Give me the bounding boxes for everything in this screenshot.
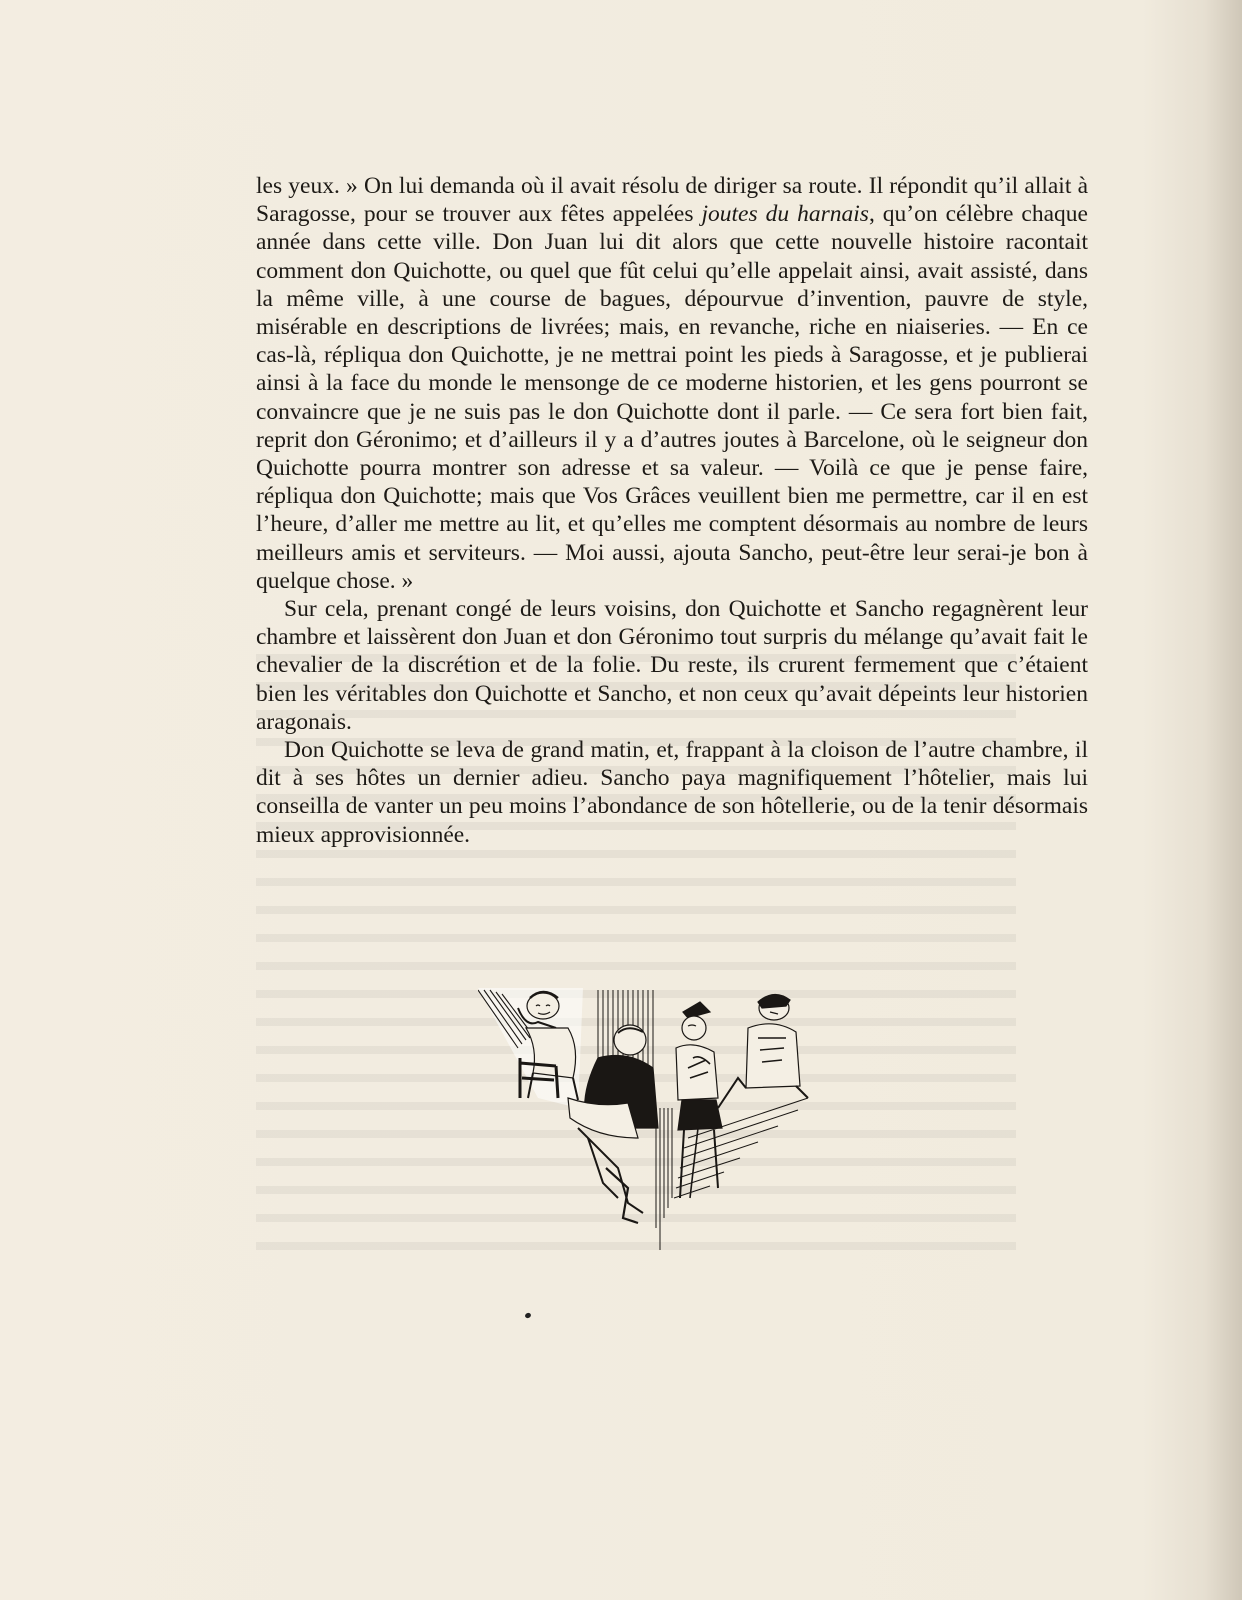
paragraph-1: les yeux. » On lui demanda où il avait résolu de diriger sa route. Il répondit qu’il allait à Saragosse, pour se trouver aux fêtes appelées joutes du harnais, qu’on célèbre chaque année dans cette ville. Don Juan lui dit alors que cette nouvelle histoire racontait comment don Quichotte, ou quel que fût celui qu’elle appelait ainsi, avait assisté, dans la même ville, à une course de bagues, dépourvue d’invention, pauvre de style, misérable en descriptions de livrées; mais, en revanche, riche en niaiseries. — En ce cas-là, répliqua don Quichotte, je ne mettrai point les pieds à Saragosse, et je publierai ainsi à la face du monde le mensonge de ce moderne historien, et les gens pourront se convaincre que je ne suis pas le don Quichotte dont il parle. — Ce sera fort bien fait, reprit don Géronimo; et d’ailleurs il y a d’autres joutes à Barcelone, où le seigneur don Quichotte pourra montrer son adresse et sa valeur. — Voilà ce que je pense faire, répliqua don Quichotte; mais que Vos Grâces veuillent bien me permettre, car il en est l’heure, d’aller me mettre au lit, et qu’elles me comptent désormais au nombre de leurs meilleurs amis et serviteurs. — Moi aussi, ajouta Sancho, peut-être leur serai-je bon à quelque chose. » xyxy=(256,173,1088,594)
ink-speck xyxy=(524,1312,532,1319)
italic-phrase: joutes du harnais xyxy=(701,201,869,228)
body-text xyxy=(256,172,1088,849)
paragraph-3: Don Quichotte se leva de grand matin, et, frappant à la cloison de l’autre chambre, il dit à ses hôtes un dernier adieu. Sancho paya magnifiquement l’hôtelier, mais lui conseilla de vanter un peu moins l’abondance de son hôtellerie, ou de la tenir désormais mieux approvisionnée. xyxy=(256,737,1088,848)
paragraph-2: Sur cela, prenant congé de leurs voisins, don Quichotte et Sancho regagnèrent leur chambre et laissèrent don Juan et don Géronimo tout surpris du mélange qu’avait fait le chevalier de la discrétion et de la folie. Du reste, ils crurent fermement que c’étaient bien les véritables don Quichotte et Sancho, et non ceux qu’avait dépeints leur historien aragonais. xyxy=(256,596,1088,735)
woodcut-illustration xyxy=(478,988,838,1250)
